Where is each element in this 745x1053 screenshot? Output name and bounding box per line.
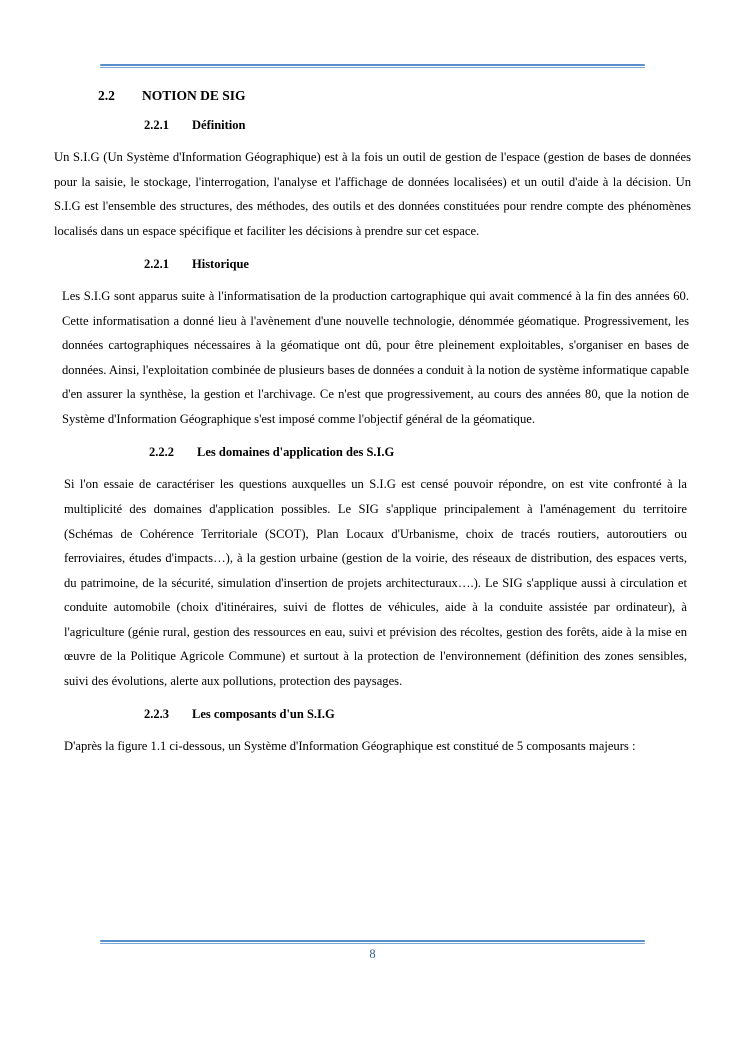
subsection-heading-composants (54, 707, 691, 722)
subsection-number: 2.2.3 (144, 707, 169, 722)
section-heading (54, 88, 691, 104)
section-heading-number: 2.2 (98, 88, 115, 103)
footer-rule-line-thin (100, 943, 645, 944)
subsection-title: Définition (192, 118, 246, 132)
page-number: 8 (369, 947, 376, 961)
subsection-title: Historique (192, 257, 249, 272)
footer-rule-line (100, 940, 645, 942)
page-content (54, 84, 691, 759)
paragraph-definition: Un S.I.G (Un Système d'Information Géographique) est à la fois un outil de gestion de l'espace (gestion de bases de données pour la saisie, le stockage, l'interrogation, l'analyse et l'affichage de données localisées) et un outil d'aide à la décision. Un S.I.G est l'ensemble des structures, des méthodes, des outils et des données constituées pour rendre compte des phénomènes localisés dans un espace spécifique et faciliter les décisions à prendre sur cet espace. (54, 150, 691, 238)
paragraph-historique: Les S.I.G sont apparus suite à l'informatisation de la production cartographique qui avait commencé à la fin des années 60. Cette informatisation a donné lieu à l'avènement d'une nouvelle technologie, dénommée géomatique. Progressivement, les données cartographiques nécessaires à la géomatique ont dû, pour être pleinement exploitables, s'organiser en bases de données. Ainsi, l'exploitation combinée de plusieurs bases de données a conduit à la notion de système informatique capable d'en assurer la synthèse, la gestion et l'archivage. Ce n'est que progressivement, au cours des années 80, que la notion de Système d'Information Géographique s'est imposé comme l'objectif général de la géomatique. (62, 289, 689, 426)
header-rule (100, 64, 645, 68)
subsection-number: 2.2.2 (149, 445, 174, 460)
subsection-heading-definition (54, 118, 691, 133)
subsection-number: 2.2.1 (144, 257, 169, 272)
header-rule-line-thin (100, 67, 645, 68)
footer-rule (100, 940, 645, 944)
subsection-heading-historique (54, 257, 691, 272)
subsection-heading-domaines (54, 445, 691, 460)
paragraph-composants: D'après la figure 1.1 ci-dessous, un Système d'Information Géographique est constitué de 5 composants majeurs : (64, 739, 636, 754)
header-rule-line (100, 64, 645, 66)
subsection-number: 2.2.1 (144, 118, 169, 132)
paragraph-domaines: Si l'on essaie de caractériser les questions auxquelles un S.I.G est censé pouvoir répondre, on est vite confronté à la multiplicité des domaines d'application possibles. Le SIG s'applique principalement à l'aménagement du territoire (Schémas de Cohérence Territoriale (SCOT), Plan Locaux d'Urbanisme, choix de tracés routiers, autoroutiers ou ferroviaires, études d'impacts…), à la gestion urbaine (gestion de la voirie, des réseaux de distribution, des espaces verts, du patrimoine, de la sécurité, simulation d'insertion de projets architecturaux….). Le SIG s'applique aussi à circulation et conduite automobile (choix d'itinéraires, suivi de flottes de véhicules, aide à la conduite assistée par ordinateur), à l'agriculture (génie rural, gestion des ressources en eau, suivi et prévision des récoltes, gestion des forêts, aide à la mise en œuvre de la Politique Agricole Commune) et surtout à la protection de l'environnement (définition des zones sensibles, suivi des évolutions, alerte aux pollutions, protection des paysages. (64, 477, 687, 688)
section-heading-title: NOTION DE SIG (142, 88, 246, 103)
subsection-title: Les domaines d'application des S.I.G (197, 445, 395, 460)
subsection-title: Les composants d'un S.I.G (192, 707, 335, 722)
